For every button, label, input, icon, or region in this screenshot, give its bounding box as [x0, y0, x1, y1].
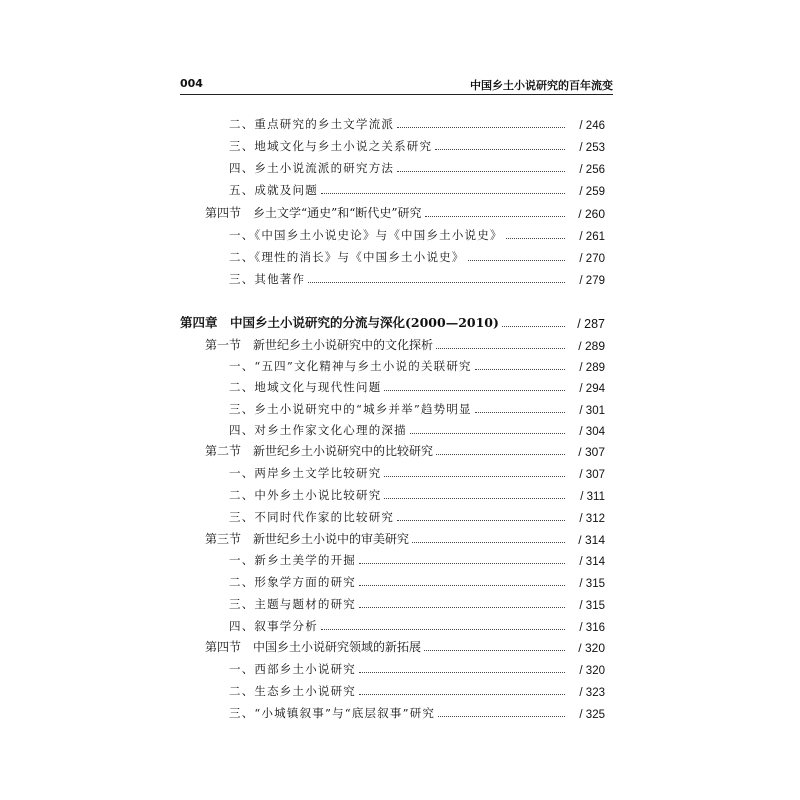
dot-leader: [412, 541, 565, 543]
dot-leader: [425, 215, 565, 217]
toc-entry-title: 第二节 新世纪乡土小说研究中的比较研究: [205, 444, 434, 458]
dot-leader: [502, 325, 565, 327]
toc-entry-title: 一、“五四”文化精神与乡土小说的关联研究: [229, 359, 472, 373]
dot-leader: [359, 584, 565, 586]
dot-leader: [397, 170, 565, 172]
toc-item: [229, 180, 605, 198]
dot-leader: [475, 411, 565, 413]
toc-page-number: / 315: [579, 600, 605, 612]
dot-leader: [359, 562, 565, 564]
toc-entry-title: 三、“小城镇叙事”与“底层叙事”研究: [229, 706, 436, 720]
toc-section: [205, 529, 605, 547]
toc-page-number: / 320: [579, 665, 605, 677]
dot-leader: [436, 453, 565, 455]
toc-section: [205, 203, 605, 221]
toc-item: [229, 269, 605, 287]
dot-leader: [321, 628, 565, 630]
toc-page-number: / 259: [579, 186, 605, 198]
toc-page-number: / 315: [579, 578, 605, 590]
toc-entry-title: 二、生态乡土小说研究: [229, 684, 356, 698]
toc-entry-title: 三、地域文化与乡土小说之关系研究: [229, 139, 433, 153]
toc-item: [229, 485, 605, 503]
toc-item: [229, 616, 605, 634]
toc-page-number: / 304: [579, 426, 605, 438]
dot-leader: [308, 281, 565, 283]
toc-entry-title: 第四节 乡土文学“通史”和“断代史”研究: [205, 206, 422, 220]
dot-leader: [384, 389, 565, 391]
dot-leader: [475, 368, 565, 370]
toc-page-number: / 314: [578, 533, 605, 547]
dot-leader: [410, 432, 565, 434]
toc-page-number: / 256: [579, 164, 605, 176]
toc-section: [205, 335, 605, 353]
toc-page-number: / 314: [579, 556, 605, 568]
toc-section: [205, 637, 605, 655]
dot-leader: [384, 475, 565, 477]
toc-page-number: / 253: [579, 142, 605, 154]
dot-leader: [506, 237, 565, 239]
toc-entry-title: 第三节 新世纪乡土小说中的审美研究: [205, 532, 410, 546]
toc-entry-title: 一、两岸乡土文学比较研究: [229, 466, 382, 480]
dot-leader: [397, 519, 565, 521]
toc-item: [229, 114, 605, 132]
toc-item: [229, 507, 605, 525]
toc-item: [229, 136, 605, 154]
toc-entry-title: 第四节 中国乡土小说研究领域的新拓展: [205, 640, 422, 654]
toc-page-number: / 260: [578, 207, 605, 221]
toc-entry-title: 一、《中国乡土小说史论》与《中国乡土小说史》: [229, 228, 503, 242]
toc-entry-title: 第一节 新世纪乡土小说研究中的文化探析: [205, 338, 434, 352]
toc-page-number: / 316: [579, 622, 605, 634]
toc-entry-title: 三、主题与题材的研究: [229, 597, 356, 611]
toc-item: [229, 550, 605, 568]
toc-page-number: / 289: [579, 362, 605, 374]
toc-page-number: / 320: [578, 641, 605, 655]
dot-leader: [359, 671, 565, 673]
toc-entry-title: 二、《理性的消长》与《中国乡土小说史》: [229, 250, 465, 264]
toc-item: [229, 572, 605, 590]
toc-entry-title: 三、不同时代作家的比较研究: [229, 510, 395, 524]
toc-item: [229, 420, 605, 438]
toc-item: [229, 399, 605, 417]
dot-leader: [321, 192, 565, 194]
toc-entry-title: 二、形象学方面的研究: [229, 575, 356, 589]
toc-entry-title: 四、乡土小说流派的研究方法: [229, 161, 395, 175]
toc-item: [229, 659, 605, 677]
toc-page-number: / 307: [579, 469, 605, 481]
toc-entry-title: 三、其他著作: [229, 272, 306, 286]
toc-page-number: / 307: [578, 445, 605, 459]
toc-entry-title: 四、叙事学分析: [229, 619, 318, 633]
toc-entry-title: 第四章 中国乡土小说研究的分流与深化(2000—2010): [180, 315, 499, 330]
toc-item: [229, 158, 605, 176]
dot-leader: [438, 715, 565, 717]
toc-section: [205, 441, 605, 459]
dot-leader: [359, 693, 565, 695]
toc-entry-title: 二、地域文化与现代性问题: [229, 380, 382, 394]
toc-page-number: / 323: [579, 687, 605, 699]
toc-page-number: / 261: [579, 231, 605, 243]
running-title: 中国乡土小说研究的百年流变: [470, 79, 613, 92]
toc-item: [229, 681, 605, 699]
page-number: 004: [180, 77, 203, 90]
toc-page-number: / 289: [578, 339, 605, 353]
toc-item: [229, 703, 605, 721]
toc-page-number: / 246: [579, 120, 605, 132]
dot-leader: [468, 259, 565, 261]
toc-entry-title: 一、西部乡土小说研究: [229, 662, 356, 676]
toc-item: [229, 247, 605, 265]
dot-leader: [436, 347, 565, 349]
toc-item: [229, 377, 605, 395]
toc-item: [229, 225, 605, 243]
toc-page-number: / 311: [580, 491, 605, 503]
toc-chapter: [180, 313, 605, 331]
dot-leader: [384, 497, 565, 499]
toc-entry-title: 二、中外乡土小说比较研究: [229, 488, 382, 502]
toc-entry-title: 五、成就及问题: [229, 183, 318, 197]
dot-leader: [359, 606, 565, 608]
toc-page-number: / 279: [579, 275, 605, 287]
dot-leader: [435, 148, 565, 150]
toc-page-number: / 294: [579, 383, 605, 395]
toc-item: [229, 463, 605, 481]
toc-page-number: / 325: [579, 709, 605, 721]
toc-entry-title: 三、乡土小说研究中的“城乡并举”趋势明显: [229, 402, 472, 416]
toc-page-number: / 301: [579, 405, 605, 417]
toc-entry-title: 一、新乡土美学的开掘: [229, 553, 356, 567]
toc-page-number: / 287: [577, 317, 605, 331]
toc-item: [229, 356, 605, 374]
toc-entry-title: 二、重点研究的乡土文学流派: [229, 117, 395, 131]
toc-page-number: / 270: [579, 253, 605, 265]
dot-leader: [397, 126, 565, 128]
toc-item: [229, 594, 605, 612]
dot-leader: [424, 649, 565, 651]
toc-page-number: / 312: [579, 513, 605, 525]
toc-entry-title: 四、对乡土作家文化心理的深描: [229, 423, 407, 437]
